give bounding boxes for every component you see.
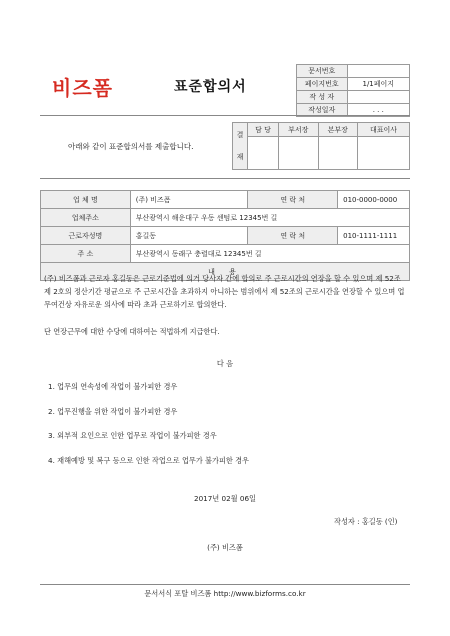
signer-line: 작성자 : 홍길동 (인) bbox=[334, 517, 398, 526]
list-item: 2. 업무진행을 위한 작업이 불가피한 경우 bbox=[48, 407, 178, 416]
agreement-date: 2017년 02월 06일 bbox=[194, 494, 256, 503]
intro-text: 아래와 같이 표준합의서를 제출합니다. bbox=[68, 142, 194, 151]
worker-contact-value: 010-1111-1111 bbox=[338, 227, 410, 245]
info-row-worker-address bbox=[41, 245, 410, 263]
meta-label: 페이지번호 bbox=[297, 78, 348, 91]
header-divider bbox=[40, 115, 410, 116]
address-value: 부산광역시 해운대구 우동 센텀로 12345번 길 bbox=[130, 209, 409, 227]
agreement-body bbox=[44, 272, 410, 338]
approval-side-label bbox=[233, 123, 248, 170]
section-divider bbox=[40, 178, 410, 179]
meta-value: . . . bbox=[347, 104, 409, 117]
approval-column: 본부장 bbox=[318, 123, 357, 137]
list-item: 1. 업무의 연속성에 작업이 불가피한 경우 bbox=[48, 382, 178, 391]
worker-value: 홍길동 bbox=[130, 227, 248, 245]
party-info-table bbox=[40, 190, 410, 281]
approval-header-row bbox=[233, 123, 410, 137]
meta-row bbox=[297, 65, 410, 78]
approval-sign-cell[interactable] bbox=[248, 137, 279, 170]
worker-contact-label: 연 락 처 bbox=[248, 227, 338, 245]
meta-value: 1/1페이지 bbox=[347, 78, 409, 91]
info-row-company bbox=[41, 191, 410, 209]
company-signoff: (주) 비즈폼 bbox=[207, 543, 243, 552]
company-contact-label: 연 락 처 bbox=[248, 191, 338, 209]
info-row-worker bbox=[41, 227, 410, 245]
document-meta-table bbox=[296, 64, 410, 117]
list-item: 3. 외부적 요인으로 인한 업무로 작업이 불가피한 경우 bbox=[48, 431, 217, 440]
meta-label: 문서번호 bbox=[297, 65, 348, 78]
approval-column: 대표이사 bbox=[357, 123, 409, 137]
info-row-address bbox=[41, 209, 410, 227]
address-label: 업체주소 bbox=[41, 209, 131, 227]
worker-address-value: 부산광역시 동래구 충렬대로 12345번 길 bbox=[130, 245, 409, 263]
approval-sign-cell[interactable] bbox=[318, 137, 357, 170]
approval-side-top: 결 bbox=[236, 131, 244, 139]
list-item: 4. 재해예방 및 복구 등으로 인한 작업으로 업무가 불가피한 경우 bbox=[48, 456, 250, 465]
document-title: 표준합의서 bbox=[174, 79, 247, 95]
company-contact-value: 010-0000-0000 bbox=[338, 191, 410, 209]
meta-label: 작 성 자 bbox=[297, 91, 348, 104]
agreement-paragraph: (주) 비즈폼과 근로자 홍길동은 근로기준법에 의거 당사자 간에 합의로 주 근로시간의 연장을 할 수 있으며 제 52조 제 2호의 정산기간 평균으로 주 근로시간을 초과하지 아니하는 범위에서 제 52조의 근로시간을 연장할 수 있으며 업무여건상 자유로운 의사에 따라 초과 근로하기로 합의한다. bbox=[44, 274, 405, 309]
meta-row bbox=[297, 91, 410, 104]
allowance-paragraph: 단 연장근무에 대한 수당에 대하여는 적법하게 지급한다. bbox=[44, 327, 220, 336]
meta-row bbox=[297, 78, 410, 91]
following-heading: 다 음 bbox=[216, 359, 234, 368]
worker-label: 근로자성명 bbox=[41, 227, 131, 245]
meta-value bbox=[347, 91, 409, 104]
company-value: (주) 비즈폼 bbox=[130, 191, 248, 209]
company-label: 업 체 명 bbox=[41, 191, 131, 209]
brand-logo: 비즈폼 bbox=[52, 76, 113, 100]
meta-label: 작성일자 bbox=[297, 104, 348, 117]
approval-sign-row bbox=[233, 137, 410, 170]
approval-table bbox=[232, 122, 410, 170]
footer-text: 문서서식 포탈 비즈폼 http://www.bizforms.co.kr bbox=[144, 589, 306, 598]
content-heading: 내 용 bbox=[41, 263, 410, 281]
worker-address-label: 주 소 bbox=[41, 245, 131, 263]
approval-sign-cell[interactable] bbox=[279, 137, 318, 170]
approval-column: 부서장 bbox=[279, 123, 318, 137]
meta-value bbox=[347, 65, 409, 78]
approval-sign-cell[interactable] bbox=[357, 137, 409, 170]
approval-column: 담 당 bbox=[248, 123, 279, 137]
approval-side-bottom: 재 bbox=[236, 153, 244, 161]
footer-divider bbox=[40, 584, 410, 585]
